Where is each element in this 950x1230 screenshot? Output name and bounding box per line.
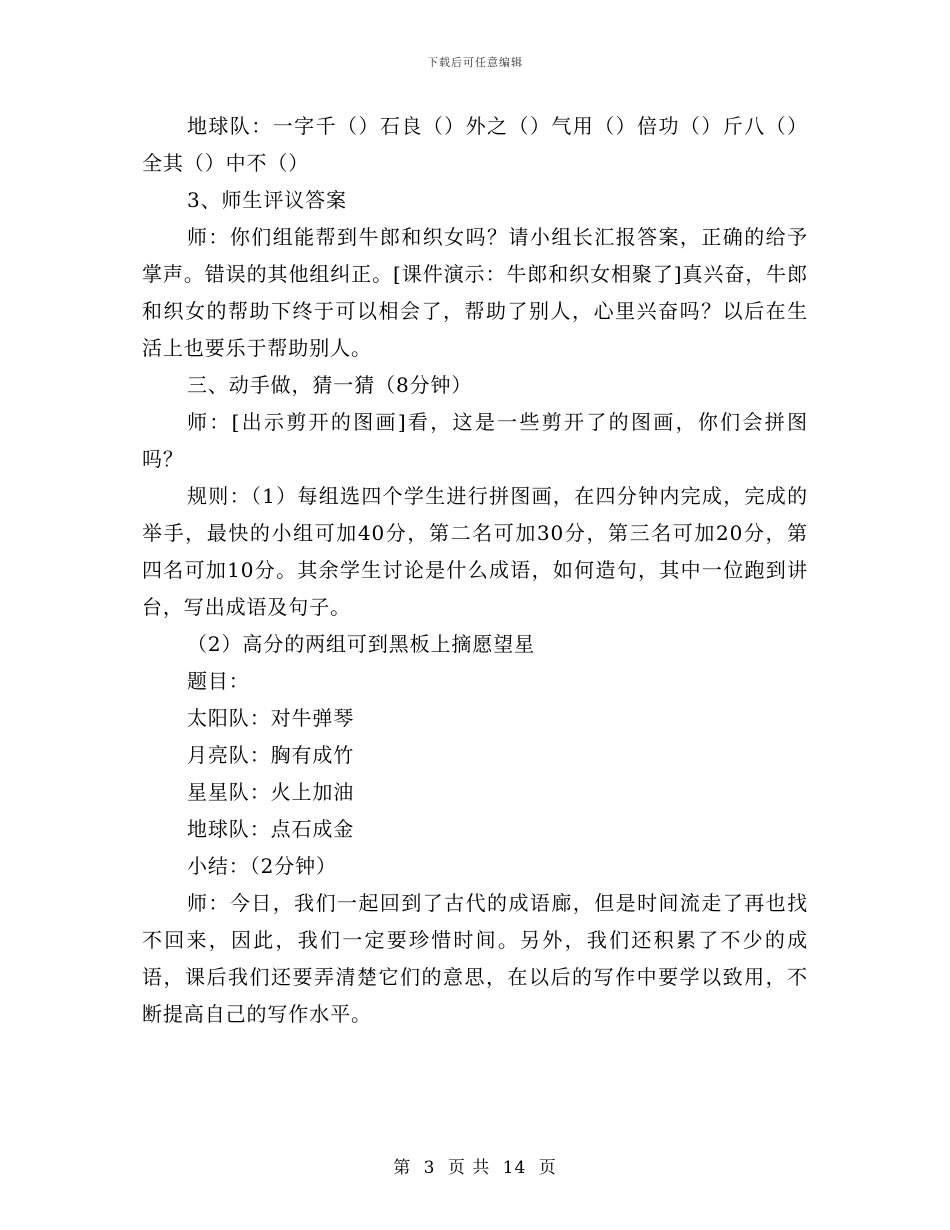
paragraph-teacher-help: 师：你们组能帮到牛郎和织女吗？请小组长汇报答案，正确的给予掌声。错误的其他组纠正。[课件演示：牛郎和织女相聚了]真兴奋，牛郎和织女的帮助下终于可以相会了，帮助了别人，心里兴奋吗？以后在生活上也要乐于帮助别人。 <box>142 225 808 360</box>
topic-star-team: 星星队：火上加油 <box>187 780 355 804</box>
document-body <box>142 108 808 1033</box>
paragraph-summary: 师：今日，我们一起回到了古代的成语廊，但是时间流走了再也找不回来，因此，我们一定要珍惜时间。另外，我们还积累了不少的成语，课后我们还要弄清楚它们的意思，在以后的写作中要学以致用，不断提高自己的写作水平。 <box>142 891 808 1026</box>
footer-total-pages: 14 <box>502 1158 527 1178</box>
page-footer <box>0 1153 950 1178</box>
topic-moon-team: 月亮队：胸有成竹 <box>187 743 355 767</box>
footer-suffix: 页 <box>538 1158 557 1178</box>
footer-current-page: 3 <box>423 1158 436 1178</box>
paragraph-earth-team-blanks: 地球队：一字千（）石良（）外之（）气用（）倍功（）斤八（）全其（）中不（） <box>142 114 808 175</box>
topic-earth-team: 地球队：点石成金 <box>187 817 355 841</box>
paragraph-topics-label: 题目： <box>187 669 250 693</box>
paragraph-teacher-puzzle: 师：[出示剪开的图画]看，这是一些剪开了的图画，你们会拼图吗？ <box>142 410 808 471</box>
paragraph-rules: 规则：（1）每组选四个学生进行拼图画，在四分钟内完成，完成的举手，最快的小组可加40分，第二名可加30分，第三名可加20分，第四名可加10分。其余学生讨论是什么成语，如何造句，其中一位跑到讲台，写出成语及句子。 <box>142 484 808 619</box>
topic-sun-team: 太阳队：对牛弹琴 <box>187 706 355 730</box>
paragraph-evaluate-answers: 3、师生评议答案 <box>187 188 347 212</box>
section-heading-hands-on: 三、动手做，猜一猜（8分钟） <box>187 373 473 397</box>
footer-middle: 页 共 <box>447 1158 491 1178</box>
footer-prefix: 第 <box>393 1158 412 1178</box>
paragraph-rule-2: （2）高分的两组可到黑板上摘愿望星 <box>187 632 536 656</box>
paragraph-summary-label: 小结：（2分钟） <box>187 854 337 878</box>
page-header: 下载后可任意编辑 <box>427 56 523 69</box>
